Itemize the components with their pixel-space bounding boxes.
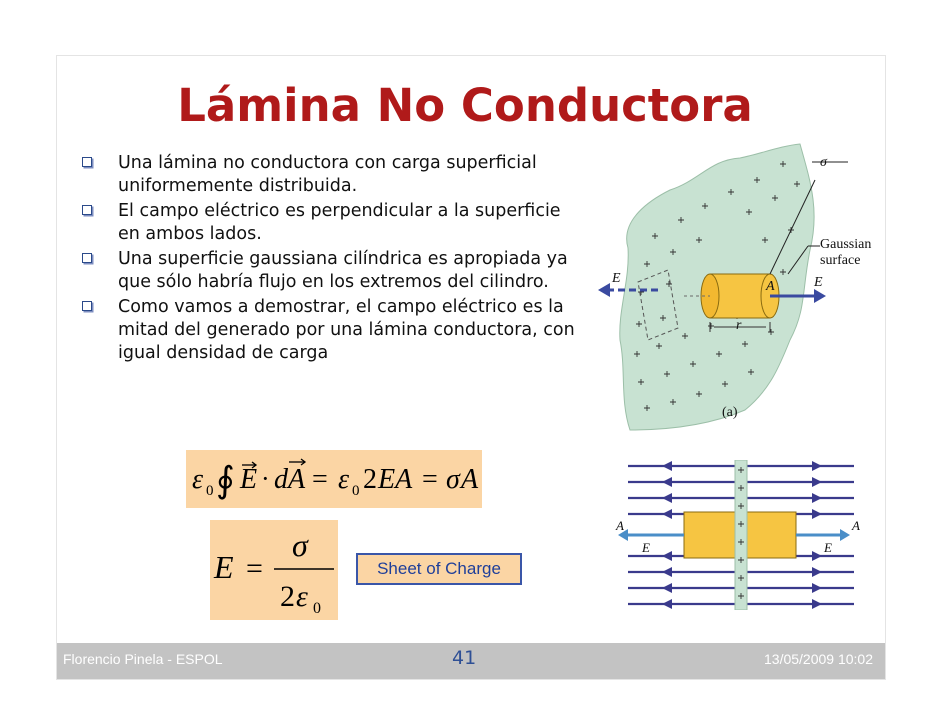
subscript-zero: 0 <box>206 483 214 499</box>
bullet-item <box>80 152 580 198</box>
subscript-zero: 0 <box>352 483 360 499</box>
sigma-symbol: σ <box>446 464 460 495</box>
factor-two: 2 <box>363 464 377 495</box>
page-number: 41 <box>452 647 477 669</box>
subscript-zero: 0 <box>313 600 321 617</box>
area-A: A <box>461 464 479 495</box>
product-EA: EA <box>378 464 413 495</box>
left-E-label: E <box>642 540 650 555</box>
field-E: E <box>214 549 234 585</box>
radius-r-label: r <box>736 318 742 333</box>
factor-two: 2 <box>280 580 295 613</box>
bullet-text: El campo eléctrico es perpendicular a la superficie en ambos lados. <box>118 201 561 244</box>
bullet-item <box>80 248 580 294</box>
field-vector-E: E <box>240 464 258 495</box>
bullet-list <box>80 152 580 367</box>
area-element-dA: dA <box>274 464 306 495</box>
bullet-text: Una lámina no conductora con carga superficial uniformemente distribuida. <box>118 153 537 196</box>
footer-date: 13/05/2009 10:02 <box>764 651 873 667</box>
bullet-square-icon <box>82 157 92 167</box>
figure-caption: (a) <box>722 405 738 420</box>
right-A-label: A <box>852 518 860 533</box>
equals-sign: = <box>246 552 263 585</box>
bullet-item <box>80 296 580 365</box>
bullet-text: Como vamos a demostrar, el campo eléctrico es la mitad del generado por una lámina conductora, con igual densidad de carga <box>118 297 575 363</box>
slide-footer <box>57 643 885 679</box>
gauss-law-equation <box>186 450 482 508</box>
sheet-of-charge-label: Sheet of Charge <box>356 553 522 585</box>
field-equation <box>210 520 338 620</box>
right-area-arrowhead-icon <box>840 529 850 541</box>
cylinder-right-half <box>746 512 796 558</box>
epsilon-symbol: ε <box>296 580 308 613</box>
sigma-symbol: σ <box>292 527 308 563</box>
sigma-label: σ <box>820 155 827 170</box>
right-E-label: E <box>814 275 823 290</box>
bullet-item <box>80 200 580 246</box>
bullet-square-icon <box>82 205 92 215</box>
slide-title: Lámina No Conductora <box>177 79 753 132</box>
gaussian-cylinder-figure <box>590 140 890 440</box>
left-E-label: E <box>612 271 621 286</box>
gaussian-label-line1: Gaussian <box>820 237 872 252</box>
equals-sign: = <box>422 464 438 495</box>
area-A-label: A <box>766 279 775 294</box>
bullet-square-icon <box>82 301 92 311</box>
cylinder-left-half <box>684 512 736 558</box>
left-field-arrowhead-icon <box>598 283 610 297</box>
dot-operator: · <box>261 464 270 493</box>
epsilon-symbol: ε <box>338 464 350 495</box>
footer-author: Florencio Pinela - ESPOL <box>63 651 223 667</box>
charged-sheet-edge <box>735 460 747 610</box>
figure-a-svg <box>590 140 890 440</box>
right-E-label: E <box>824 540 832 555</box>
bullet-text: Una superficie gaussiana cilíndrica es apropiada ya que sólo habría flujo en los extremos del cilindro. <box>118 249 568 292</box>
gaussian-label-line2: surface <box>820 253 861 268</box>
left-A-label: A <box>616 518 624 533</box>
figure-b-svg <box>598 460 868 610</box>
equals-sign: = <box>312 464 328 495</box>
field-lines-figure <box>598 460 868 610</box>
contour-integral-symbol: ∮ <box>216 460 235 500</box>
epsilon-symbol: ε <box>192 464 204 495</box>
right-field-arrowhead-icon <box>814 289 826 303</box>
bullet-square-icon <box>82 253 92 263</box>
